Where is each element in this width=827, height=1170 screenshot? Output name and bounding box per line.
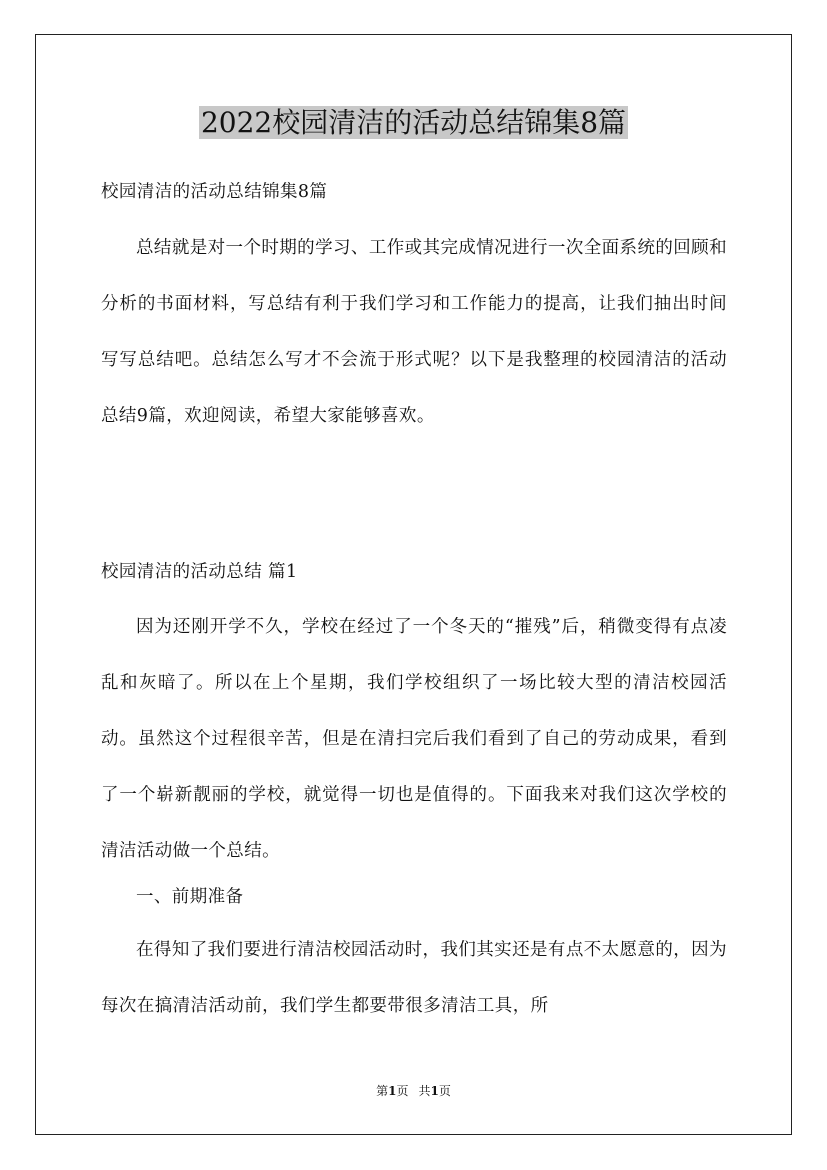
intro-paragraph: 总结就是对一个时期的学习、工作或其完成情况进行一次全面系统的回顾和分析的书面材料，写总结有利于我们学习和工作能力的提高，让我们抽出时间写写总结吧。总结怎么写才不会流于形式呢？以下是我整理的校园清洁的活动总结9篇，欢迎阅读，希望大家能够喜欢。 — [101, 238, 727, 426]
document-subtitle: 校园清洁的活动总结锦集8篇 — [101, 182, 328, 202]
body-paragraph-2: 在得知了我们要进行清洁校园活动时，我们其实还是有点不太愿意的，因为每次在搞清洁活动前，我们学生都要带很多清洁工具，所 — [101, 940, 727, 1016]
footer-page-number: 1 — [388, 1084, 397, 1098]
section-heading: 校园清洁的活动总结 篇1 — [101, 562, 298, 582]
page-footer — [0, 1083, 827, 1099]
footer-page-suffix: 页 — [396, 1084, 409, 1098]
document-title-text: 2022校园清洁的活动总结锦集8篇 — [200, 106, 627, 139]
footer-page-prefix: 第 — [376, 1084, 389, 1098]
footer-total-suffix: 页 — [438, 1084, 451, 1098]
document-title — [0, 102, 827, 143]
subheading-preparation: 一、前期准备 — [136, 887, 244, 907]
footer-total-pages: 1 — [430, 1084, 439, 1098]
body-paragraph-1: 因为还刚开学不久，学校在经过了一个冬天的“摧残”后，稍微变得有点凌乱和灰暗了。所以在上个星期，我们学校组织了一场比较大型的清洁校园活动。虽然这个过程很辛苦，但是在清扫完后我们看到了自己的劳动成果，看到了一个崭新靓丽的学校，就觉得一切也是值得的。下面我来对我们这次学校的清洁活动做一个总结。 — [101, 617, 727, 861]
footer-total-prefix: 共 — [418, 1084, 431, 1098]
